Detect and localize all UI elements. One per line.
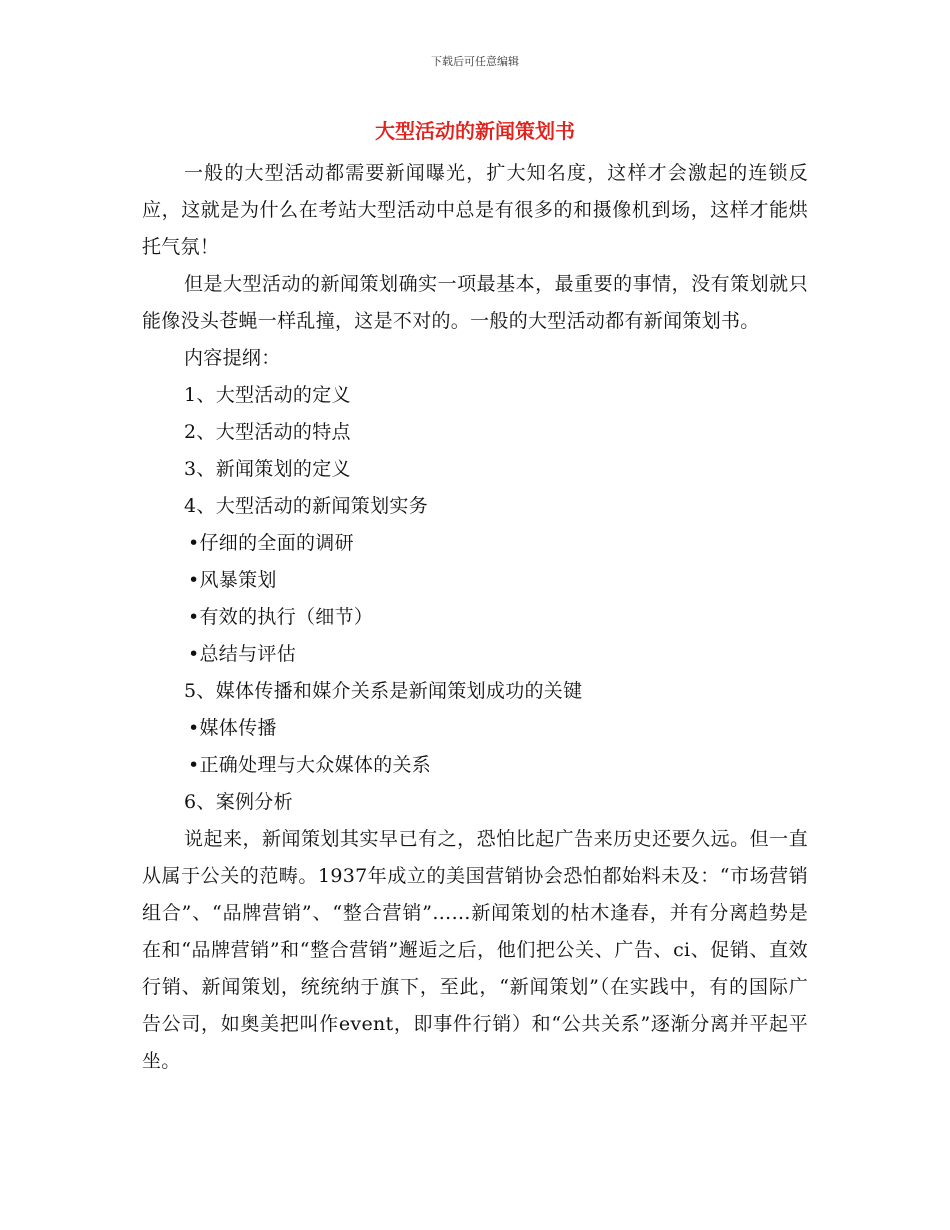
outline-subitem-evaluation: •总结与评估: [188, 643, 297, 665]
outline-subitem-media-relations: •正确处理与大众媒体的关系: [188, 754, 432, 776]
outline-item-4: 4、大型活动的新闻策划实务: [184, 495, 428, 517]
outline-item-1: 1、大型活动的定义: [184, 384, 351, 406]
paragraph-history: 说起来，新闻策划其实早已有之，恐怕比起广告来历史还要久远。但一直从属于公关的范畴。1937年成立的美国营销协会恐怕都始料未及：“市场营销组合”、“品牌营销”、“整合营销”……新闻策划的枯木逢春，并有分离趋势是在和“品牌营销”和“整合营销”邂逅之后，他们把公关、广告、ci、促销、直效行销、新闻策划，统统纳于旗下，至此，“新闻策划”（在实践中，有的国际广告公司，如奥美把叫作event，即事件行销）和“公共关系”逐渐分离并平起平坐。: [142, 828, 808, 1072]
outline-item-5: 5、媒体传播和媒介关系是新闻策划成功的关键: [184, 680, 583, 702]
outline-subitem-execution: •有效的执行（细节）: [188, 606, 374, 628]
outline-subitem-media: •媒体传播: [188, 717, 277, 739]
outline-item-3: 3、新闻策划的定义: [184, 458, 351, 480]
document-body: [142, 155, 808, 1080]
document-title: 大型活动的新闻策划书: [375, 119, 575, 143]
outline-heading: 内容提纲：: [184, 347, 281, 369]
outline-item-2: 2、大型活动的特点: [184, 421, 351, 443]
header-note: 下载后可任意编辑: [431, 55, 519, 68]
outline-subitem-research: •仔细的全面的调研: [188, 532, 354, 554]
paragraph-intro: 一般的大型活动都需要新闻曝光，扩大知名度，这样才会激起的连锁反应，这就是为什么在考站大型活动中总是有很多的和摄像机到场，这样才能烘托气氛！: [142, 162, 808, 258]
paragraph-importance: 但是大型活动的新闻策划确实一项最基本，最重要的事情，没有策划就只能像没头苍蝇一样乱撞，这是不对的。一般的大型活动都有新闻策划书。: [142, 273, 808, 332]
outline-item-6: 6、案例分析: [184, 791, 293, 813]
outline-subitem-brainstorm: •风暴策划: [188, 569, 277, 591]
